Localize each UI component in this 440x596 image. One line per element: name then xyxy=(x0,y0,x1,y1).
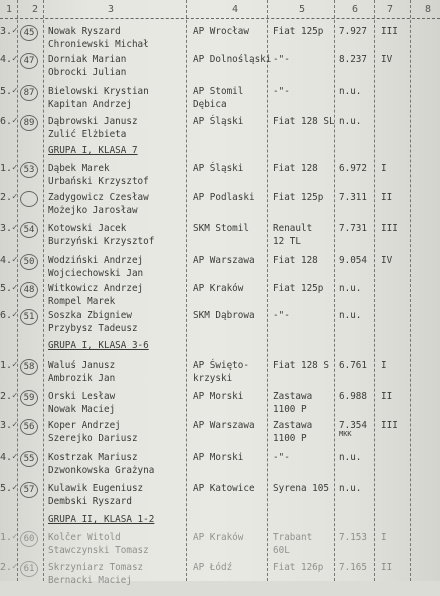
club-name: AP Warszawa xyxy=(193,420,255,431)
check-mark-icon: ✓ xyxy=(12,86,18,96)
table-row xyxy=(0,310,440,344)
car-model: Fiat 125p xyxy=(273,26,324,37)
car-model: Fiat 128 SL xyxy=(273,116,335,127)
club-name: AP Kraków xyxy=(193,532,244,543)
driver-name: Dąbrowski Janusz xyxy=(48,116,138,127)
header-col-8: 8 xyxy=(425,4,432,15)
check-mark-icon: ✓ xyxy=(12,192,18,202)
result-value: n.u. xyxy=(339,116,362,127)
club-name: AP Warszawa xyxy=(193,255,255,266)
car-model-line2: 12 TL xyxy=(273,236,301,247)
row-number: 6. xyxy=(0,310,13,321)
result-value: 8.237 xyxy=(339,54,367,65)
class-place: I xyxy=(381,360,387,371)
club-name: SKM Stomil xyxy=(193,223,249,234)
header-col-4: 4 xyxy=(232,4,239,15)
start-number: 59 xyxy=(20,390,38,406)
co-driver-name: Kapitan Andrzej xyxy=(48,99,132,110)
check-mark-icon: ✓ xyxy=(12,163,18,173)
table-row xyxy=(0,360,440,394)
start-number: 51 xyxy=(20,309,38,325)
car-model: Fiat 128 S xyxy=(273,360,329,371)
driver-name: Orski Lesław xyxy=(48,391,116,402)
table-row xyxy=(0,483,440,517)
car-model-line2: 1100 P xyxy=(273,433,307,444)
result-value: 7.153 xyxy=(339,532,367,543)
co-driver-name: Bernacki Maciej xyxy=(48,575,132,586)
row-number: 6. xyxy=(0,116,13,127)
co-driver-name: Nowak Maciej xyxy=(48,404,116,415)
car-model: Zastawa xyxy=(273,420,313,431)
table-row xyxy=(0,532,440,566)
start-number: 89 xyxy=(20,115,38,131)
club-name: AP Stomil xyxy=(193,86,244,97)
start-number: 45 xyxy=(20,25,38,41)
header-col-5: 5 xyxy=(299,4,306,15)
result-value: 7.927 xyxy=(339,26,367,37)
group-heading: GRUPA I, KLASA 3-6 xyxy=(48,340,149,351)
car-model: Fiat 125p xyxy=(273,192,324,203)
result-value: 7.354 xyxy=(339,420,367,431)
check-mark-icon: ✓ xyxy=(12,54,18,64)
check-mark-icon: ✓ xyxy=(12,283,18,293)
driver-name: Koper Andrzej xyxy=(48,420,121,431)
car-model: -"- xyxy=(273,310,290,321)
car-model: -"- xyxy=(273,452,290,463)
club-name-line2: krzyski xyxy=(193,373,233,384)
row-number: 1. xyxy=(0,163,13,174)
check-mark-icon: ✓ xyxy=(12,420,18,430)
class-place: II xyxy=(381,192,393,203)
start-number: 54 xyxy=(20,222,38,238)
club-name: SKM Dąbrowa xyxy=(193,310,255,321)
check-mark-icon: ✓ xyxy=(12,116,18,126)
club-name: AP Śląski xyxy=(193,116,244,127)
check-mark-icon: ✓ xyxy=(12,255,18,265)
check-mark-icon: ✓ xyxy=(12,562,18,572)
row-number: 5. xyxy=(0,86,13,97)
co-driver-name: Obrocki Julian xyxy=(48,67,127,78)
result-note: MKK xyxy=(339,430,352,438)
row-number: 3. xyxy=(0,420,13,431)
driver-name: Kolčer Witold xyxy=(48,532,121,543)
row-number: 2. xyxy=(0,192,13,203)
header-col-6: 6 xyxy=(352,4,359,15)
car-model: Fiat 126p xyxy=(273,562,324,573)
result-value: n.u. xyxy=(339,483,362,494)
driver-name: Wodziński Andrzej xyxy=(48,255,144,266)
table-row xyxy=(0,86,440,120)
car-model-line2: 60L xyxy=(273,545,290,556)
header-col-2: 2 xyxy=(32,4,39,15)
car-model: Fiat 128 xyxy=(273,255,318,266)
car-model-line2: 1100 P xyxy=(273,404,307,415)
row-number: 5. xyxy=(0,283,13,294)
club-name-line2: Dębica xyxy=(193,99,227,110)
row-number: 5. xyxy=(0,483,13,494)
start-number: 57 xyxy=(20,482,38,498)
class-place: I xyxy=(381,532,387,543)
start-number-empty xyxy=(20,191,38,207)
table-row xyxy=(0,420,440,454)
result-value: n.u. xyxy=(339,452,362,463)
co-driver-name: Wojciechowski Jan xyxy=(48,268,144,279)
class-place: IV xyxy=(381,255,393,266)
class-place: I xyxy=(381,163,387,174)
car-model: -"- xyxy=(273,54,290,65)
co-driver-name: Przybysz Tadeusz xyxy=(48,323,138,334)
class-place: III xyxy=(381,223,398,234)
group-heading: GRUPA II, KLASA 1-2 xyxy=(48,514,155,525)
co-driver-name: Dembski Ryszard xyxy=(48,496,132,507)
co-driver-name: Chroniewski Michał xyxy=(48,39,149,50)
table-row xyxy=(0,223,440,257)
result-value: n.u. xyxy=(339,86,362,97)
driver-name: Kostrzak Mariusz xyxy=(48,452,138,463)
class-place: III xyxy=(381,420,398,431)
driver-name: Dorniak Marian xyxy=(48,54,127,65)
class-place: IV xyxy=(381,54,393,65)
driver-name: Witkowicz Andrzej xyxy=(48,283,144,294)
co-driver-name: Możejko Jarosław xyxy=(48,205,138,216)
start-number: 55 xyxy=(20,451,38,467)
start-number: 50 xyxy=(20,254,38,270)
club-name: AP Kraków xyxy=(193,283,244,294)
row-number: 3. xyxy=(0,223,13,234)
result-value: 9.054 xyxy=(339,255,367,266)
row-number: 2. xyxy=(0,562,13,573)
car-model: -"- xyxy=(273,86,290,97)
check-mark-icon: ✓ xyxy=(12,310,18,320)
car-model: Fiat 125p xyxy=(273,283,324,294)
car-model: Renault xyxy=(273,223,313,234)
driver-name: Waluś Janusz xyxy=(48,360,116,371)
check-mark-icon: ✓ xyxy=(12,532,18,542)
driver-name: Kulawik Eugeniusz xyxy=(48,483,144,494)
club-name: AP Święto- xyxy=(193,360,249,371)
club-name: AP Katowice xyxy=(193,483,255,494)
result-value: 6.761 xyxy=(339,360,367,371)
result-value: 7.311 xyxy=(339,192,367,203)
result-value: 6.972 xyxy=(339,163,367,174)
co-driver-name: Zulić Elżbieta xyxy=(48,129,127,140)
row-number: 1. xyxy=(0,360,13,371)
car-model: Trabant xyxy=(273,532,313,543)
co-driver-name: Szerejko Dariusz xyxy=(48,433,138,444)
driver-name: Kotowski Jacek xyxy=(48,223,127,234)
co-driver-name: Ambrozik Jan xyxy=(48,373,116,384)
club-name: AP Morski xyxy=(193,452,244,463)
class-place: II xyxy=(381,562,393,573)
club-name: AP Dolnośląski xyxy=(193,54,272,65)
result-value: n.u. xyxy=(339,310,362,321)
start-number: 61 xyxy=(20,561,38,577)
co-driver-name: Dzwonkowska Grażyna xyxy=(48,465,155,476)
table-row xyxy=(0,562,440,596)
result-value: n.u. xyxy=(339,283,362,294)
header-col-3: 3 xyxy=(108,4,115,15)
driver-name: Nowak Ryszard xyxy=(48,26,121,37)
car-model: Zastawa xyxy=(273,391,313,402)
start-number: 60 xyxy=(20,531,38,547)
start-number: 48 xyxy=(20,282,38,298)
class-place: III xyxy=(381,26,398,37)
car-model: Syrena 105 xyxy=(273,483,329,494)
club-name: AP Śląski xyxy=(193,163,244,174)
header-col-7: 7 xyxy=(387,4,394,15)
check-mark-icon: ✓ xyxy=(12,223,18,233)
class-place: II xyxy=(381,391,393,402)
co-driver-name: Urbański Krzysztof xyxy=(48,176,149,187)
table-row xyxy=(0,54,440,88)
row-number: 1. xyxy=(0,532,13,543)
check-mark-icon: ✓ xyxy=(12,483,18,493)
driver-name: Zadygowicz Czesław xyxy=(48,192,149,203)
check-mark-icon: ✓ xyxy=(12,360,18,370)
result-value: 6.988 xyxy=(339,391,367,402)
driver-name: Skrzyniarz Tomasz xyxy=(48,562,144,573)
check-mark-icon: ✓ xyxy=(12,26,18,36)
row-number: 4. xyxy=(0,452,13,463)
result-value: 7.165 xyxy=(339,562,367,573)
club-name: AP Podlaski xyxy=(193,192,255,203)
start-number: 56 xyxy=(20,419,38,435)
row-number: 3. xyxy=(0,26,13,37)
row-number: 4. xyxy=(0,255,13,266)
driver-name: Bielowski Krystian xyxy=(48,86,149,97)
co-driver-name: Burzyński Krzysztof xyxy=(48,236,155,247)
start-number: 47 xyxy=(20,53,38,69)
club-name: AP Morski xyxy=(193,391,244,402)
row-number: 4. xyxy=(0,54,13,65)
table-row xyxy=(0,192,440,226)
co-driver-name: Stawczynski Tomasz xyxy=(48,545,149,556)
start-number: 58 xyxy=(20,359,38,375)
club-name: AP Wrocław xyxy=(193,26,249,37)
car-model: Fiat 128 xyxy=(273,163,318,174)
header-col-1: 1 xyxy=(6,4,13,15)
check-mark-icon: ✓ xyxy=(12,391,18,401)
group-heading: GRUPA I, KLASA 7 xyxy=(48,145,138,156)
row-number: 2. xyxy=(0,391,13,402)
club-name: AP Łódź xyxy=(193,562,233,573)
result-value: 7.731 xyxy=(339,223,367,234)
driver-name: Soszka Zbigniew xyxy=(48,310,132,321)
check-mark-icon: ✓ xyxy=(12,452,18,462)
co-driver-name: Rompel Marek xyxy=(48,296,116,307)
start-number: 87 xyxy=(20,85,38,101)
table-row xyxy=(0,452,440,486)
start-number: 53 xyxy=(20,162,38,178)
driver-name: Dąbek Marek xyxy=(48,163,110,174)
